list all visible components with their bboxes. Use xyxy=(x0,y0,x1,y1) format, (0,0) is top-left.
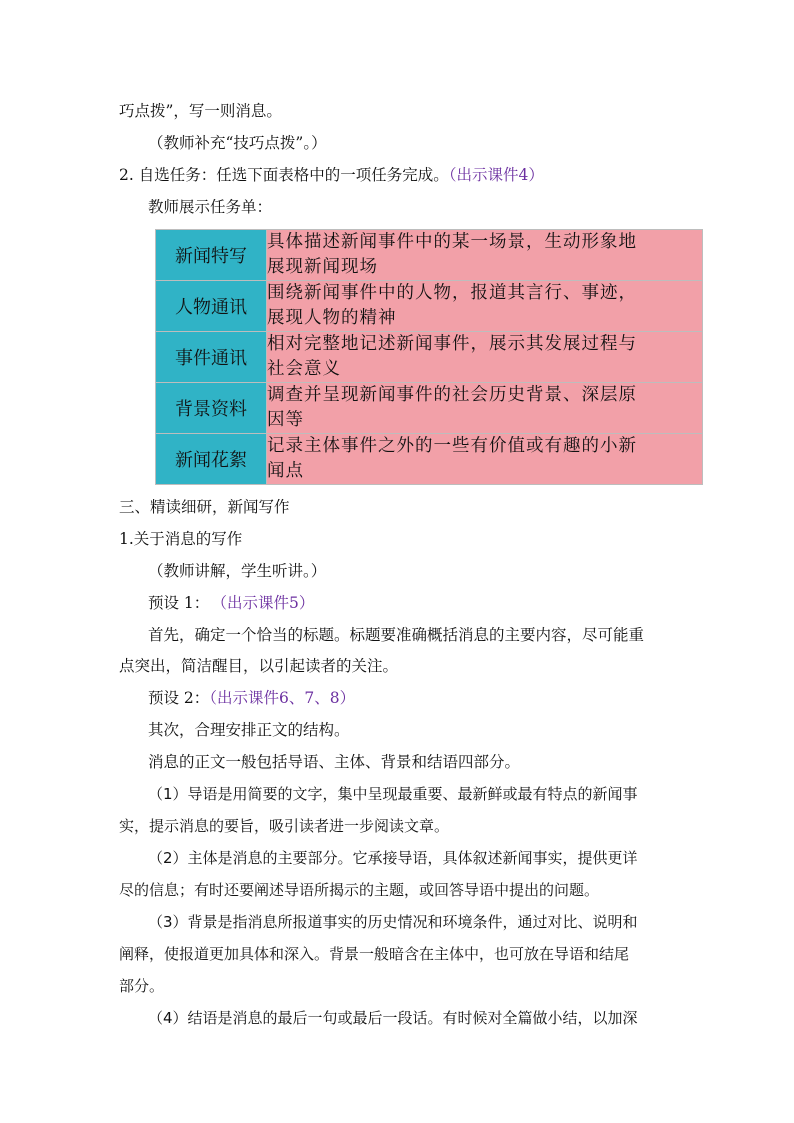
task-description-line: 因等 xyxy=(267,410,304,430)
section-heading: 三、精读细研，新闻写作 xyxy=(119,498,290,516)
task-heading xyxy=(119,165,544,185)
task-description xyxy=(267,434,703,485)
paragraph-text: （教师补充“技巧点拨”。） xyxy=(148,134,327,152)
paragraph-text: 实，提示消息的要旨，吸引读者进一步阅读文章。 xyxy=(119,817,450,835)
paragraph-text: 尽的信息；有时还要阐述导语所揭示的主题，或回答导语中提出的问题。 xyxy=(119,881,600,899)
paragraph-text: 消息的正文一般包括导语、主体、背景和结语四部分。 xyxy=(148,753,521,771)
courseware-note: （出示课件4） xyxy=(448,166,544,184)
table-row xyxy=(156,434,703,485)
task-description-line: 相对完整地记述新闻事件，展示其发展过程与 xyxy=(267,334,637,354)
subsection-heading: 1.关于消息的写作 xyxy=(119,530,243,548)
task-table xyxy=(155,229,703,485)
paragraph-text: 巧点拨”，写一则消息。 xyxy=(119,102,282,120)
task-name: 新闻特写 xyxy=(156,230,267,281)
task-heading-text: 2. 自选任务：任选下面表格中的一项任务完成。 xyxy=(119,166,449,184)
task-description-line: 记录主体事件之外的一些有价值或有趣的小新 xyxy=(267,436,637,456)
table-row xyxy=(156,332,703,383)
task-description xyxy=(267,332,703,383)
task-name: 背景资料 xyxy=(156,383,267,434)
paragraph-text: 点突出，简洁醒目，以引起读者的关注。 xyxy=(119,657,399,675)
task-description xyxy=(267,383,703,434)
paragraph-text: 部分。 xyxy=(119,977,165,995)
task-name: 新闻花絮 xyxy=(156,434,267,485)
task-name: 事件通讯 xyxy=(156,332,267,383)
preset-label xyxy=(148,593,314,613)
paragraph-text: 其次，合理安排正文的结构。 xyxy=(148,721,350,739)
paragraph-text: （教师讲解，学生听讲。） xyxy=(148,562,327,580)
table-row xyxy=(156,281,703,332)
paragraph-text: （3）背景是指消息所报道事实的历史情况和环境条件，通过对比、说明和 xyxy=(148,913,638,931)
paragraph-text: 阐释，使报道更加具体和深入。背景一般暗含在主体中，也可放在导语和结尾 xyxy=(119,945,630,963)
paragraph-text: （2）主体是消息的主要部分。它承接导语，具体叙述新闻事实，提供更详 xyxy=(148,849,638,867)
paragraph-text: （4）结语是消息的最后一句或最后一段话。有时候对全篇做小结，以加深 xyxy=(148,1009,638,1027)
courseware-note: （出示课件5） xyxy=(219,594,315,612)
preset-label-text: 预设 1： xyxy=(148,594,210,612)
table-row xyxy=(156,230,703,281)
task-description-line: 闻点 xyxy=(267,461,304,481)
preset-label xyxy=(148,688,355,708)
task-name: 人物通讯 xyxy=(156,281,267,332)
paragraph-text: 首先，确定一个恰当的标题。标题要准确概括消息的主要内容，尽可能重 xyxy=(148,626,645,644)
task-description-line: 社会意义 xyxy=(267,359,341,379)
task-description-line: 展现新闻现场 xyxy=(267,257,378,277)
task-description-line: 展现人物的精神 xyxy=(267,308,397,328)
paragraph-text: （1）导语是用简要的文字，集中呈现最重要、最新鲜或最有特点的新闻事 xyxy=(148,785,638,803)
task-description-line: 具体描述新闻事件中的某一场景，生动形象地 xyxy=(267,232,637,252)
task-description-line: 调查并呈现新闻事件的社会历史背景、深层原 xyxy=(267,385,637,405)
task-description xyxy=(267,230,703,281)
task-description-line: 围绕新闻事件中的人物，报道其言行、事迹， xyxy=(267,283,637,303)
preset-label-text: 预设 2： xyxy=(148,689,210,707)
paragraph-text: 教师展示任务单： xyxy=(148,198,273,216)
table-row xyxy=(156,383,703,434)
task-description xyxy=(267,281,703,332)
courseware-note: （出示课件6、7、8） xyxy=(209,689,356,707)
